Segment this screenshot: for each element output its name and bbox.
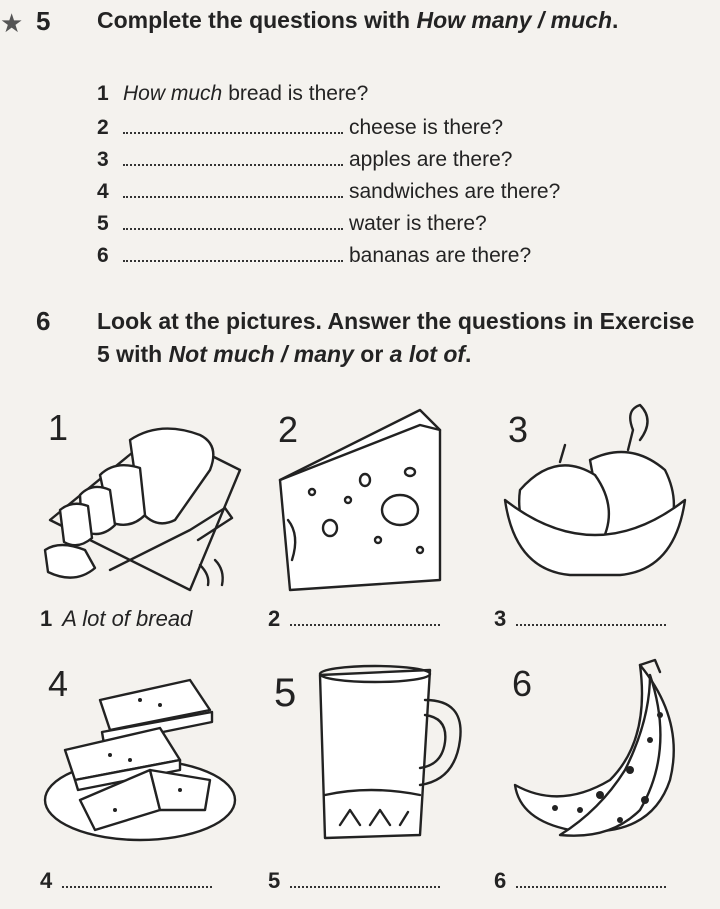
picture-label: 6: [512, 663, 533, 704]
instruction-italic: a lot of: [389, 341, 466, 367]
question-text: bananas are there?: [349, 244, 532, 267]
exercise-6-number: 6: [36, 306, 51, 336]
answer-blank[interactable]: [123, 210, 343, 230]
picture-label: 1: [48, 407, 69, 448]
instruction-italic: How many / much: [416, 7, 613, 33]
water-jug-picture: [270, 660, 470, 845]
question-number: 2: [97, 116, 109, 139]
star-icon: ★: [0, 8, 24, 38]
cheese-wedge: [280, 410, 440, 590]
question-number: 1: [97, 82, 109, 105]
answer-blank[interactable]: [290, 870, 440, 888]
answer-number: 4: [40, 868, 53, 893]
answer-4: [40, 868, 212, 894]
answer-blank[interactable]: [516, 608, 666, 626]
exercise-6-instruction: [97, 305, 697, 371]
answer-number: 2: [268, 606, 281, 631]
bread-picture: [40, 400, 240, 595]
cheese-picture: [270, 400, 450, 595]
question-number: 4: [97, 180, 109, 203]
answer-text: A lot of bread: [62, 606, 193, 631]
answer-number: 5: [268, 868, 281, 893]
apples-picture: [500, 400, 690, 595]
answer-number: 1: [40, 606, 53, 631]
sandwiches-picture: [40, 660, 240, 845]
exercise-5-instruction: [97, 4, 657, 37]
question-number: 3: [97, 148, 109, 171]
question-text: apples are there?: [349, 148, 513, 171]
question-5: [97, 210, 487, 240]
answer-2: [268, 606, 440, 632]
answer-blank[interactable]: [62, 870, 212, 888]
exercise-5-number: 5: [36, 6, 51, 36]
question-6: [97, 242, 531, 272]
question-1: [97, 82, 368, 112]
picture-label: 3: [508, 409, 529, 450]
instruction-text: Look at the pictures. Answer the questions in Exercise 5 with: [97, 308, 695, 367]
instruction-period: .: [612, 7, 619, 33]
question-text: bread is there?: [228, 82, 369, 105]
picture-label: 4: [48, 663, 69, 704]
answer-blank[interactable]: [123, 114, 343, 134]
answer-number: 6: [494, 868, 507, 893]
answer-blank[interactable]: [290, 608, 440, 626]
jug-body: [320, 670, 430, 838]
answer-1: [40, 606, 192, 632]
question-4: [97, 178, 560, 208]
question-prefix: How much: [123, 82, 223, 105]
answer-number: 3: [494, 606, 507, 631]
instruction-italic: Not much / many: [168, 341, 354, 367]
instruction-text: Complete the questions with: [97, 7, 417, 33]
answer-blank[interactable]: [123, 146, 343, 166]
question-text: sandwiches are there?: [349, 180, 561, 203]
answer-blank[interactable]: [123, 178, 343, 198]
question-text: cheese is there?: [349, 116, 504, 139]
question-text: water is there?: [349, 212, 487, 235]
answer-6: [494, 868, 666, 894]
instruction-text: or: [353, 341, 390, 367]
answer-3: [494, 606, 666, 632]
answer-5: [268, 868, 440, 894]
question-3: [97, 146, 512, 176]
instruction-period: .: [465, 341, 472, 367]
answer-blank[interactable]: [516, 870, 666, 888]
picture-label: 5: [274, 671, 297, 715]
question-number: 5: [97, 212, 109, 235]
picture-label: 2: [278, 409, 299, 450]
bananas-picture: [500, 660, 690, 845]
question-number: 6: [97, 244, 109, 267]
question-2: [97, 114, 503, 144]
answer-blank[interactable]: [123, 242, 343, 262]
